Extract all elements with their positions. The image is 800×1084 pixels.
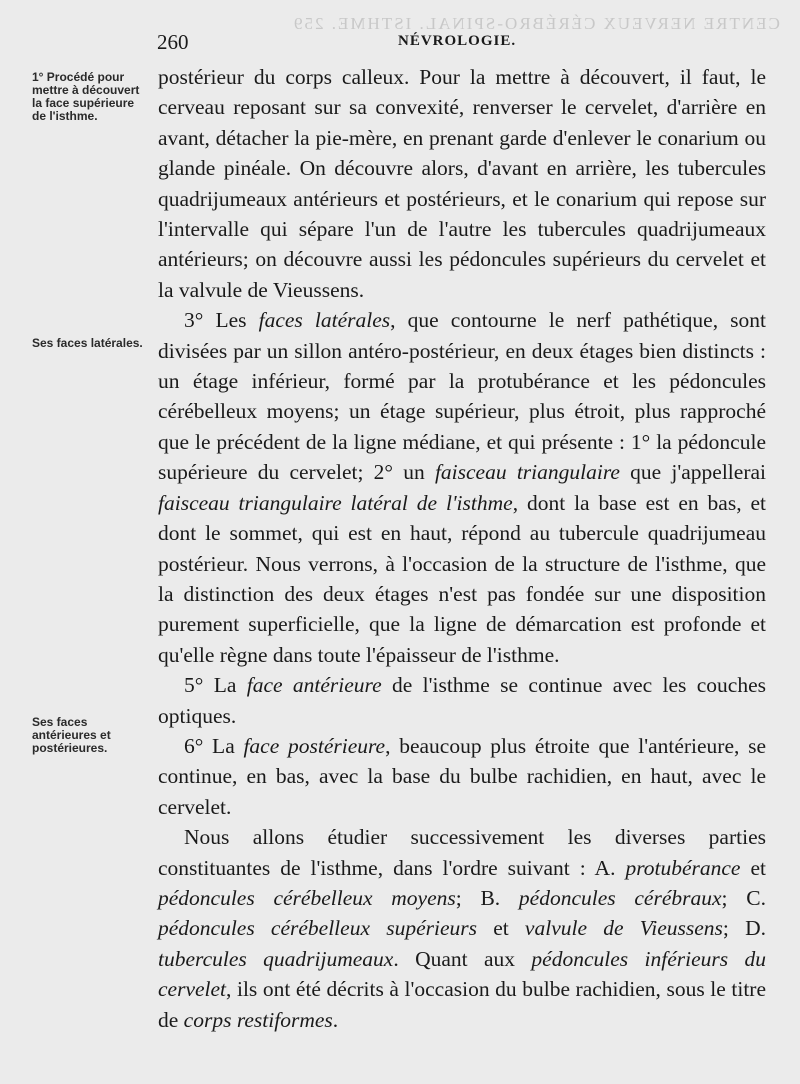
italic-term: faisceau triangulaire: [434, 460, 620, 485]
text-run: , que contourne le nerf pathétique, sont divisées par un sillon antéro-postérieur, en deux étages bien distincts : un étage inférieur, formé par la protubérance et les pédoncules cérébelleux moyens; un étage supérieur, plus étroit, plus rapproché que le précédent de la ligne médiane, et qui présente : 1° la pédoncule supérieure du cervelet; 2° un: [158, 308, 767, 485]
italic-term: valvule de Vieussens: [524, 916, 723, 941]
text-run: Nous allons étudier successivement les diverses parties constituantes de l'isthme, dans l'ordre suivant : A.: [158, 825, 766, 880]
text-run: que j'appellerai: [619, 460, 766, 485]
text-run: . Quant aux: [393, 946, 532, 971]
text-run: ; C.: [721, 885, 766, 910]
text-run: , dont la base est en bas, et dont le sommet, qui est en haut, répond au tubercule quadrijumeau postérieur. Nous verrons, à l'occasion de la structure de l'isthme, que la distinction des deux étages n'est pas fondée sur une disposition purement superficielle, que la ligne de démarcation est profonde et qu'elle règne dans toute l'épaisseur de l'isthme.: [158, 490, 766, 667]
italic-term: pédoncules inférieurs du cervelet: [158, 946, 767, 1002]
paragraph: [158, 305, 766, 670]
text-run: 5° La: [184, 673, 247, 698]
paragraph: [158, 731, 766, 822]
bleed-through-header: CENTRE NERVEUX CÉRÉBRO-SPINAL. ISTHME. 259: [292, 14, 780, 33]
text-run: ; B.: [455, 885, 519, 910]
italic-term: faisceau triangulaire latéral de l'isthme: [158, 490, 513, 515]
italic-term: face postérieure: [243, 733, 386, 758]
paragraph: [158, 62, 766, 305]
text-run: ; D.: [722, 916, 766, 941]
paragraph: [158, 822, 766, 1035]
body-text: [158, 62, 766, 1035]
italic-term: protubérance: [625, 855, 741, 880]
paragraph: [158, 670, 766, 731]
text-run: et: [476, 916, 525, 941]
text-run: de l'isthme se continue avec les couches optiques.: [158, 673, 766, 728]
margin-note-lateral-faces: Ses faces latérales.: [32, 336, 143, 350]
text-run: .: [332, 1007, 339, 1032]
italic-term: pédoncules cérébelleux moyens: [158, 885, 456, 910]
italic-term: faces latérales: [258, 308, 391, 333]
italic-term: tubercules quadrijumeaux: [158, 946, 394, 971]
italic-term: pédoncules cérébraux: [518, 885, 722, 910]
italic-term: face antérieure: [246, 673, 382, 698]
running-title: NÉVROLOGIE.: [398, 33, 517, 49]
margin-note-anterior-posterior-faces: Ses faces antérieures et postérieures.: [32, 715, 111, 755]
page-header: [157, 30, 757, 56]
italic-term: pédoncules cérébelleux supérieurs: [158, 916, 477, 941]
italic-term: corps restiformes: [183, 1007, 333, 1032]
page-number: 260: [157, 30, 189, 54]
margin-note-procedure: 1° Procédé pour mettre à découvert la face supérieure de l'isthme.: [32, 70, 140, 123]
text-run: , beaucoup plus étroite que l'antérieure, se continue, en bas, avec la base du bulbe rachidien, en haut, avec le cervelet.: [158, 733, 767, 819]
text-run: , ils ont été décrits à l'occasion du bulbe rachidien, sous le titre de: [158, 977, 766, 1032]
text-run: et: [740, 855, 766, 880]
text-run: 6° La: [184, 733, 244, 758]
text-run: 3° Les: [184, 308, 259, 333]
text-run: postérieur du corps calleux. Pour la mettre à découvert, il faut, le cerveau reposant sur sa convexité, renverser le cervelet, d'arrière en avant, détacher la pie-mère, en prenant garde d'enlever le conarium ou glande pinéale. On découvre alors, d'avant en arrière, les tubercules quadrijumeaux antérieurs et postérieurs, et le conarium qui repose sur l'intervalle qui sépare l'un de l'autre les tubercules quadrijumeaux antérieurs; on découvre aussi les pédoncules supérieurs du cervelet et la valvule de Vieussens.: [158, 65, 766, 302]
